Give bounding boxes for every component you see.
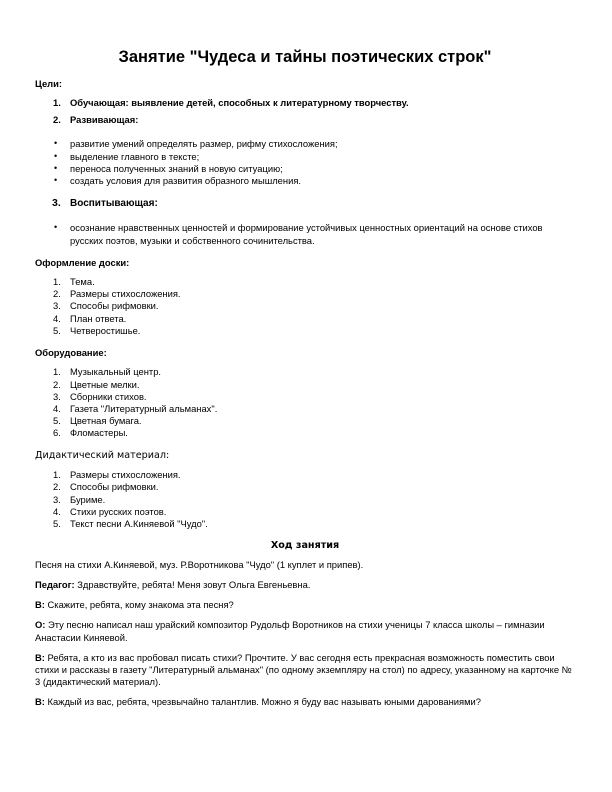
list-item: • осознание нравственных ценностей и формирование устойчивых ценностных ориентаций на основе стихов русских поэтов, музыки и собственного сочинительства. (54, 222, 543, 246)
board-list (35, 276, 575, 337)
list-item: 4. Стихи русских поэтов. (53, 505, 167, 517)
list-item: 5. Текст песни А.Киняевой "Чудо". (53, 517, 208, 529)
list-item: • переноса полученных знаний в новую ситуацию; (54, 162, 283, 174)
list-item: 2. Цветные мелки. (53, 378, 140, 390)
goals-list-continued (35, 197, 575, 210)
list-item: 5. Четверостишье. (53, 324, 141, 336)
list-item: 1. Музыкальный центр. (53, 366, 162, 378)
list-item: 3. Буриме. (53, 493, 106, 505)
list-item: 4. Газета "Литературный альманах". (53, 402, 218, 414)
paragraph: В: Скажите, ребята, кому знакома эта песня? (35, 599, 234, 611)
paragraph: Песня на стихи А.Киняевой, муз. Р.Воротникова "Чудо" (1 куплет и припев). (35, 558, 364, 570)
list-item: 3. Способы рифмовки. (53, 300, 159, 312)
paragraph: В: Каждый из вас, ребята, чрезвычайно талантлив. Можно я буду вас называть юными дарованиями? (35, 696, 481, 708)
goals-heading: Цели: (35, 77, 63, 89)
list-item: 4. План ответа. (53, 312, 127, 324)
equipment-list (35, 366, 575, 439)
list-item: 5. Цветная бумага. (53, 415, 142, 427)
course-heading: Ход занятия (270, 540, 340, 552)
paragraph: Педагог: Здравствуйте, ребята! Меня зовут Ольга Евгеньевна. (35, 578, 311, 590)
education-list (35, 222, 575, 246)
goals-list (35, 97, 575, 126)
list-item: 2. Размеры стихосложения. (53, 288, 181, 300)
didactic-heading: Дидактический материал: (35, 449, 170, 461)
page-title: Занятие "Чудеса и тайны поэтических строк" (118, 48, 492, 66)
list-item: 1. Тема. (53, 275, 95, 287)
list-item: 2. Способы рифмовки. (53, 481, 159, 493)
document-page (35, 48, 575, 717)
list-item: 3. Сборники стихов. (53, 390, 147, 402)
goal-2: 2. Развивающая: (53, 114, 139, 126)
didactic-list (35, 469, 575, 530)
list-item: • выделение главного в тексте; (54, 150, 200, 162)
goal-3: 3. Воспитывающая: (52, 197, 158, 210)
board-heading: Оформление доски: (35, 256, 130, 268)
paragraph: О: Эту песню написал наш урайский композитор Рудольф Воротников на стихи ученицы 7 класса школы – гимназии Анастасии Киняевой. (35, 619, 545, 643)
list-item: 1. Размеры стихосложения. (53, 469, 181, 481)
development-list (35, 138, 575, 187)
list-item: • развитие умений определять размер, рифму стихосложения; (54, 138, 338, 150)
list-item: • создать условия для развития образного мышления. (54, 175, 301, 187)
goal-1: 1. Обучающая: выявление детей, способных к литературному творчеству. (53, 97, 409, 109)
list-item: 6. Фломастеры. (53, 427, 128, 439)
equipment-heading: Оборудование: (35, 347, 107, 359)
paragraph: В: Ребята, а кто из вас пробовал писать стихи? Прочтите. У вас сегодня есть прекрасная возможность поместить свои стихи и рассказы в газету "Литературный альманах" (по одному экземпляру на стол) по адресу, указанному на карточке № 3 (дидактический материал). (35, 651, 572, 688)
